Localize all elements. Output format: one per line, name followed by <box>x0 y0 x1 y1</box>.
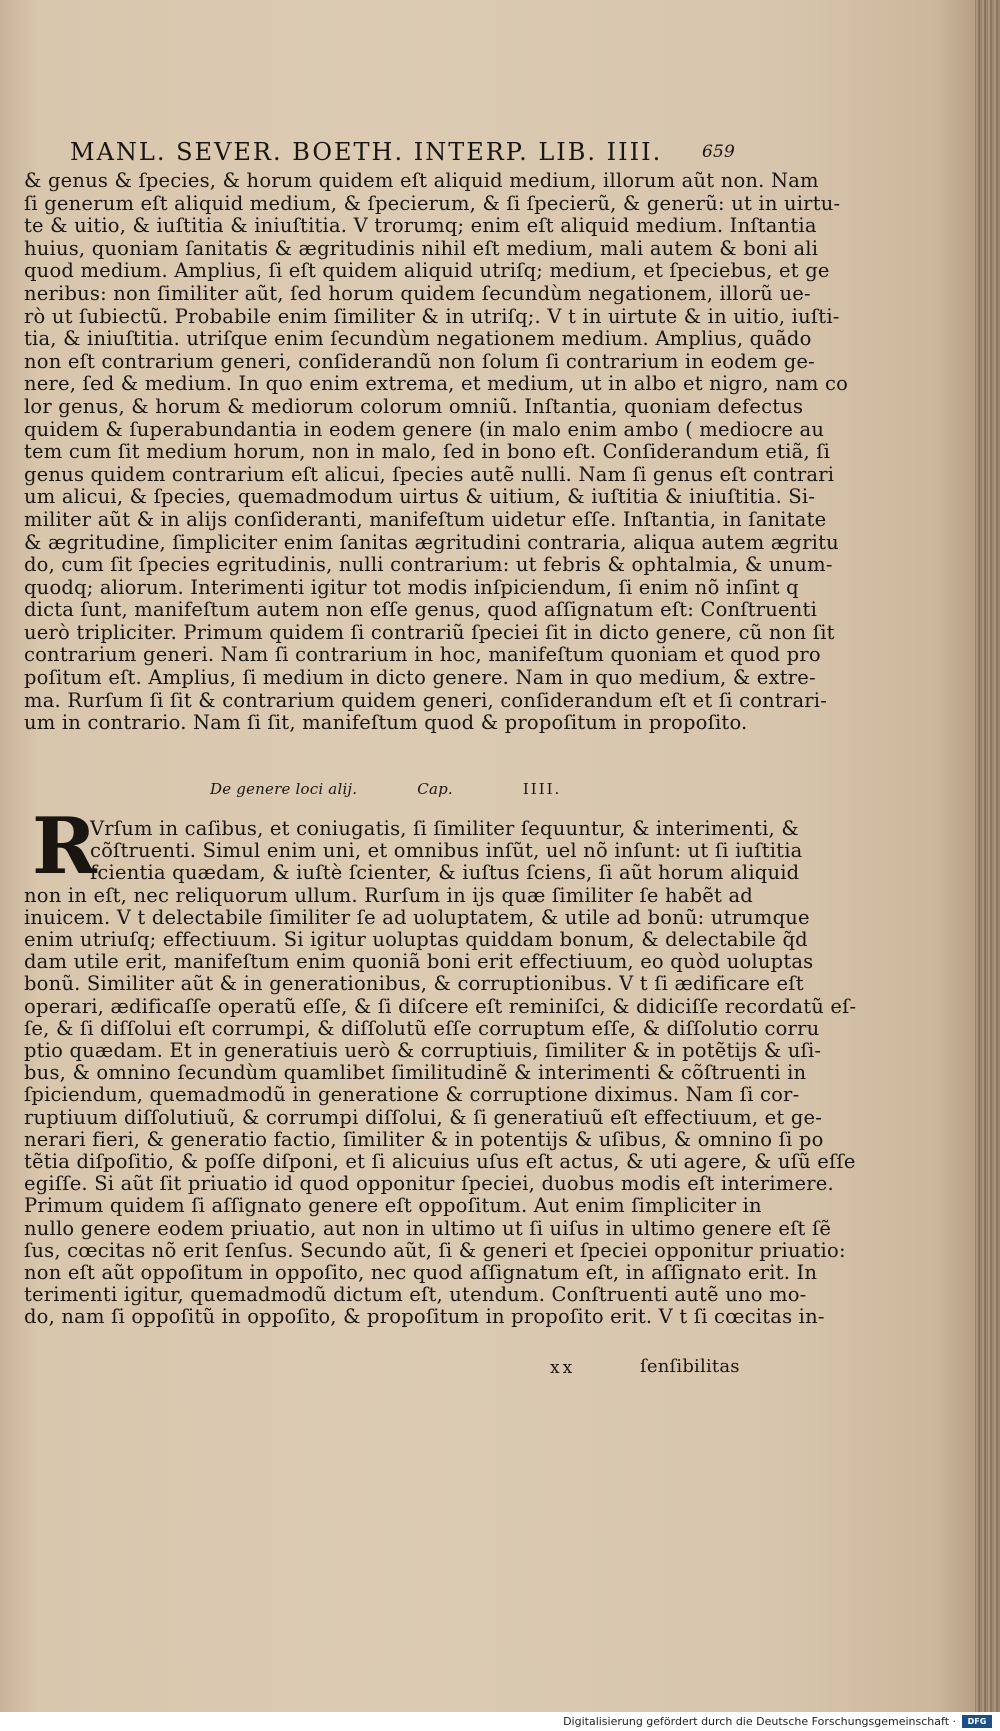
text-line: quod medium. Amplius, ſi eſt quidem aliquid utriſq; medium, et ſpeciebus, et ge <box>24 259 830 283</box>
text-line: um in contrario. Nam ſi ſit, manifeſtum quod & propoſitum in propoſito. <box>24 711 748 735</box>
text-line: tẽtia diſpoſitio, & poſſe diſponi, et ſi alicuius uſus eſt actus, & uti agere, & uſũ eſſe <box>24 1150 856 1174</box>
text-line: te & uitio, & iuſtitia & iniuſtitia. V trorumq; enim eſt aliquid medium. Inſtantia <box>24 214 817 238</box>
initial-letter: R <box>32 801 98 892</box>
text-line: dam utile erit, manifeſtum enim quoniã boni erit effectiuum, eo quòd uoluptas <box>24 950 814 974</box>
text-line: inuicem. V t delectabile ſimiliter ſe ad uoluptatem, & utile ad bonũ: utrumque <box>24 905 810 929</box>
dfg-logo-icon: DFG <box>962 1715 992 1728</box>
text-line: tia, & iniuſtitia. utriſque enim ſecundùm negationem medium. Amplius, quãdo <box>24 327 812 351</box>
text-line: ptio quædam. Et in generatiuis uerò & corruptiuis, ſimiliter & in potẽtijs & uſi- <box>24 1039 822 1063</box>
text-block-1 <box>24 169 849 735</box>
text-line: militer aũt & in alijs conſideranti, manifeſtum uidetur eſſe. Inſtantia, in ſanitate <box>24 507 827 531</box>
text-line: tem cum ſit medium horum, non in malo, ſed in bono eſt. Conſiderandum etiã, ſi <box>24 440 831 464</box>
text-line: do, nam ſi oppoſitũ in oppoſito, & propoſitum in propoſito erit. V t ſi cœcitas in- <box>24 1305 825 1329</box>
text-line: quodq; aliorum. Interimenti igitur tot modis inſpiciendum, ſi enim nõ inſint q <box>24 575 799 599</box>
text-line: nerari fieri, & generatio factio, ſimiliter & in potentijs & uſibus, & omnino ſi po <box>24 1127 824 1151</box>
text-line: egiſſe. Si aũt ſit priuatio id quod opponitur ſpeciei, duobus modis eſt interimere. <box>24 1172 834 1196</box>
text-block-2 <box>24 817 857 1329</box>
text-line: non in eſt, nec reliquorum ullum. Rurſum in ijs quæ ſimiliter ſe habẽt ad <box>24 883 753 907</box>
digitization-footer <box>0 1712 1000 1731</box>
text-line: terimenti igitur, quemadmodũ dictum eſt, utendum. Conſtruenti autẽ uno mo- <box>24 1283 807 1307</box>
text-line: operari, ædificaſſe operatũ eſſe, & ſi diſcere eſt reminiſci, & didiciſſe recordatũ eſ- <box>24 994 857 1018</box>
text-line: ma. Rurſum ſi ſit & contrarium quidem generi, conſiderandum eſt et ſi contrari- <box>24 688 828 712</box>
text-line: lor genus, & horum & mediorum colorum omniũ. Inſtantia, quoniam defectus <box>24 394 804 418</box>
text-line: neribus: non ſimiliter aũt, ſed horum quidem ſecundùm negationem, illorũ ue- <box>24 281 811 305</box>
catchword: ſenſibilitas <box>640 1356 740 1377</box>
text-line: ruptiuum diſſolutiuũ, & corrumpi diſſolui, & ſi generatiuũ eſt effectiuum, et ge- <box>24 1105 823 1129</box>
text-line: genus quidem contrarium eſt alicui, ſpecies autẽ nulli. Nam ſi genus eſt contrari <box>24 462 835 486</box>
text-line: bus, & omnino ſecundùm quamlibet ſimilitudinẽ & interimenti & cõſtruenti in <box>24 1061 807 1085</box>
chapter-cap-label: Cap. <box>417 780 453 798</box>
folio-number: 659 <box>702 142 736 162</box>
text-line: bonũ. Similiter aũt & in generationibus, & corruptionibus. V t ſi ædificare eſt <box>24 972 804 996</box>
text-line: um alicui, & ſpecies, quemadmodum uirtus & uitium, & iuſtitia & iniuſtitia. Si- <box>24 485 816 509</box>
text-line: ſpiciendum, quemadmodũ in generatione & corruptione diximus. Nam ſi cor- <box>24 1083 800 1107</box>
text-line: & genus & ſpecies, & horum quidem eſt aliquid medium, illorum aũt non. Nam <box>24 169 819 192</box>
text-line: ſe, & ſi diſſolui eſt corrumpi, & diſſolutũ eſſe corruptum eſſe, & diſſolutio corru <box>24 1016 820 1040</box>
text-line: dicta ſunt, manifeſtum autem non eſſe genus, quod aſſignatum eſt: Conſtruenti <box>24 598 818 622</box>
text-line: enim utriuſq; effectiuum. Si igitur uoluptas quiddam bonum, & delectabile q̃d <box>24 928 808 952</box>
chapter-title: De genere loci alij. <box>210 780 358 798</box>
text-line: nere, ſed & medium. In quo enim extrema, et medium, ut in albo et nigro, nam co <box>24 372 849 396</box>
text-line: contrarium generi. Nam ſi contrarium in hoc, manifeſtum quoniam et quod pro <box>24 643 821 667</box>
text-line: cõſtruenti. Simul enim uni, et omnibus inſũt, uel nõ inſunt: ut ſi iuſtitia <box>90 839 803 863</box>
text-line: Vrſum in caſibus, et coniugatis, ſi ſimiliter ſequuntur, & interimenti, & <box>90 817 799 840</box>
running-head: MANL. SEVER. BOETH. INTERP. LIB. IIII. <box>70 138 663 166</box>
text-line: ſus, cœcitas nõ erit ſenſus. Secundo aũt, ſi & generi et ſpeciei opponitur priuatio: <box>24 1238 846 1262</box>
text-line: do, cum ſit ſpecies egritudinis, nulli contrarium: ut febris & ophtalmia, & unum- <box>24 553 833 577</box>
footer-credit: Digitalisierung gefördert durch die Deutsche Forschungsgemeinschaft · <box>563 1715 956 1728</box>
text-line: poſitum eſt. Amplius, ſi medium in dicto genere. Nam in quo medium, & extre- <box>24 666 816 690</box>
text-line: Primum quidem ſi aſſignato genere eſt oppoſitum. Aut enim ſimpliciter in <box>24 1194 762 1218</box>
text-line: ſcientia quædam, & iuſtè ſcienter, & iuſtus ſciens, ſi aũt horum aliquid <box>90 861 800 885</box>
text-line: rò ut ſubiectũ. Probabile enim ſimiliter & in utriſq;. V t in uirtute & in uitio, iuſti- <box>24 304 840 328</box>
text-line: non eſt contrarium generi, conſiderandũ non ſolum ſi contrarium in eodem ge- <box>24 349 815 373</box>
chapter-heading <box>210 780 660 798</box>
text-line: uerò tripliciter. Primum quidem ſi contrariũ ſpeciei ſit in dicto genere, cũ non ſit <box>24 620 835 644</box>
text-line: huius, quoniam ſanitatis & ægritudinis nihil eſt medium, mali autem & boni ali <box>24 236 819 260</box>
text-line: nullo genere eodem priuatio, aut non in ultimo ut ſi uiſus in ultimo genere eſt ſẽ <box>24 1216 832 1240</box>
chapter-number: IIII. <box>522 780 562 798</box>
text-line: ſi generum eſt aliquid medium, & ſpecierum, & ſi ſpecierũ, & generũ: ut in uirtu- <box>24 191 841 215</box>
text-line: quidem & ſuperabundantia in eodem genere (in malo enim ambo ( mediocre au <box>24 417 825 441</box>
signature-mark: xx <box>550 1358 576 1378</box>
text-line: & ægritudine, ſimpliciter enim ſanitas ægritudini contraria, aliqua autem ægritu <box>24 530 839 554</box>
page-edges <box>975 0 1000 1712</box>
text-line: non eſt aũt oppoſitum in oppoſito, nec quod aſſignatum eſt, in aſſignato erit. In <box>24 1261 818 1285</box>
